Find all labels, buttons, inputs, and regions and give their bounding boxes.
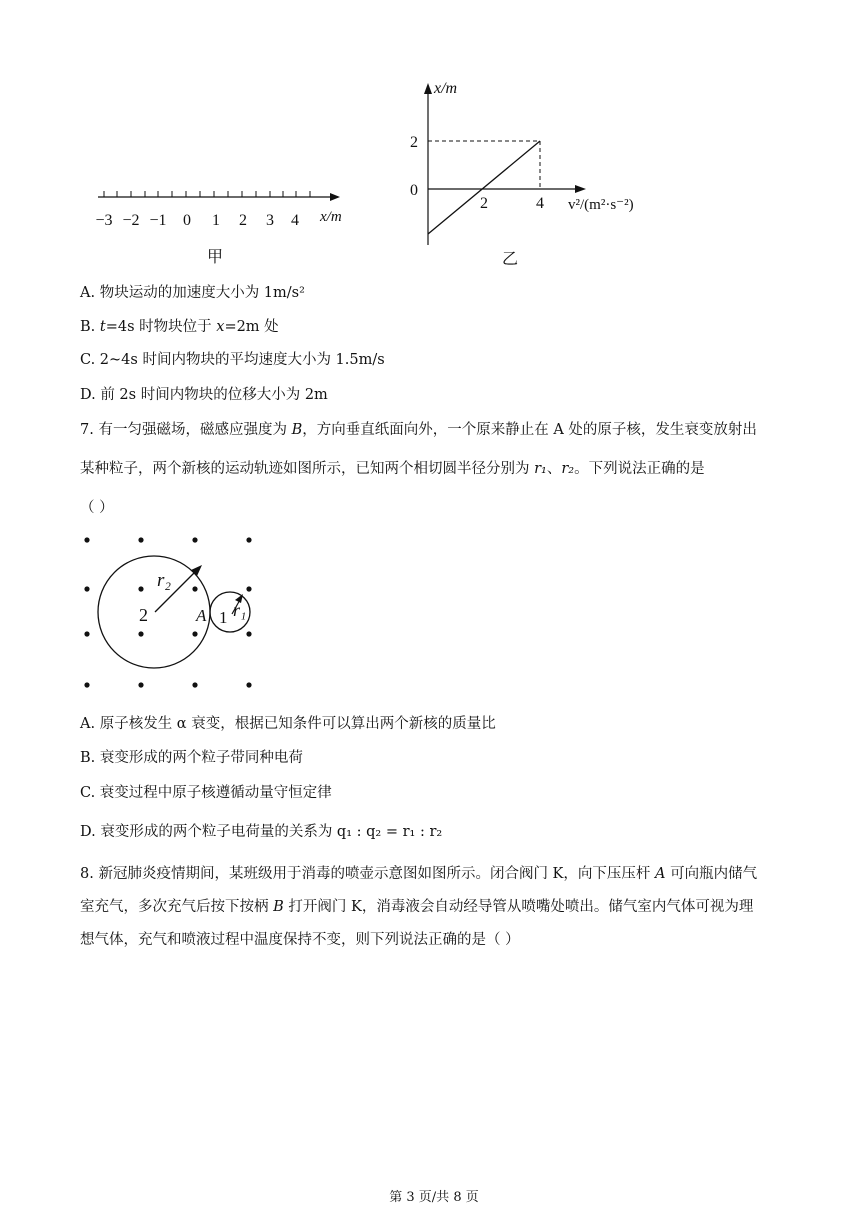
figure-yi-graph bbox=[400, 75, 660, 250]
q7-stem-line2 bbox=[80, 457, 705, 478]
text: x bbox=[216, 319, 225, 335]
text: 打开阀门 K，消毒液会自动经导管从喷嘴处喷出。储气室内气体可视为理 bbox=[283, 899, 754, 915]
text: =4s 时物块位于 bbox=[105, 319, 217, 335]
figure-jia-caption: 甲 bbox=[207, 247, 224, 266]
label-r2: r₂ bbox=[157, 570, 171, 591]
label-1: 1 bbox=[219, 608, 228, 627]
text: A bbox=[655, 866, 666, 882]
tick-label: 3 bbox=[266, 212, 274, 229]
text: r₂ bbox=[561, 461, 575, 477]
q8-stem-line2 bbox=[80, 895, 753, 916]
tick-label: 4 bbox=[291, 212, 299, 229]
y-tick-0: 0 bbox=[410, 182, 418, 199]
x-tick-4: 4 bbox=[536, 195, 544, 212]
y-axis-label: x/m bbox=[434, 80, 458, 97]
q6-option-a: A. 物块运动的加速度大小为 1m/s² bbox=[80, 285, 305, 301]
tick-label: 0 bbox=[183, 212, 191, 229]
tick-label: −1 bbox=[149, 212, 167, 229]
text: 。下列说法正确的是 bbox=[574, 461, 705, 477]
q7-option-a: A. 原子核发生 α 衰变，根据已知条件可以算出两个新核的质量比 bbox=[80, 716, 496, 732]
q7-answer-paren: （ ） bbox=[80, 500, 114, 516]
text: r₁ bbox=[534, 461, 547, 477]
text: B bbox=[291, 422, 303, 438]
text: ，方向垂直纸面向外，一个原来静止在 A 处的原子核，发生衰变放射出 bbox=[302, 422, 757, 438]
text: B. bbox=[80, 319, 100, 335]
y-tick-2: 2 bbox=[410, 134, 418, 151]
tick-label: 1 bbox=[212, 212, 220, 229]
text: B bbox=[273, 899, 284, 915]
q6-option-c: C. 2~4s 时间内物块的平均速度大小为 1.5m/s bbox=[80, 352, 385, 368]
label-r1: r₁ bbox=[233, 600, 247, 620]
large-circle-track bbox=[98, 556, 210, 668]
text: 、 bbox=[546, 461, 562, 477]
q6-option-b bbox=[80, 315, 279, 336]
tick-label: −3 bbox=[95, 212, 113, 229]
axis-label: x/m bbox=[320, 209, 342, 225]
text: 室充气，多次充气后按下按柄 bbox=[80, 899, 274, 915]
x-tick-2: 2 bbox=[480, 195, 488, 212]
q7-option-c: C. 衰变过程中原子核遵循动量守恒定律 bbox=[80, 785, 332, 801]
tick-label: −2 bbox=[122, 212, 140, 229]
q7-stem-line1 bbox=[80, 418, 757, 439]
figure-yi-caption: 乙 bbox=[502, 249, 519, 268]
q6-option-d: D. 前 2s 时间内物块的位移大小为 2m bbox=[80, 387, 328, 403]
x-axis-label: v²/(m²·s⁻²) bbox=[568, 197, 634, 213]
text: 可向瓶内储气 bbox=[665, 866, 758, 882]
label-2: 2 bbox=[139, 605, 148, 625]
figure-jia-number-line bbox=[90, 185, 360, 265]
text: 某种粒子，两个新核的运动轨迹如图所示，已知两个相切圆半径分别为 bbox=[80, 461, 535, 477]
text: =2m 处 bbox=[224, 319, 279, 335]
q7-option-d: D. 衰变形成的两个粒子电荷量的关系为 q₁ : q₂ = r₁ : r₂ bbox=[80, 824, 443, 840]
figure-magnetic-field-circles bbox=[75, 528, 270, 698]
text: 8. 新冠肺炎疫情期间，某班级用于消毒的喷壶示意图如图所示。闭合阀门 K，向下压压杆 bbox=[80, 866, 655, 882]
page-footer: 第 3 页/共 8 页 bbox=[389, 1190, 479, 1205]
tick-label: 2 bbox=[239, 212, 247, 229]
q7-option-b: B. 衰变形成的两个粒子带同种电荷 bbox=[80, 750, 303, 766]
q8-stem-line3: 想气体，充气和喷液过程中温度保持不变，则下列说法正确的是（ ） bbox=[80, 932, 520, 948]
q8-stem-line1 bbox=[80, 862, 757, 883]
text: 7. 有一匀强磁场，磁感应强度为 bbox=[80, 422, 292, 438]
label-a: A bbox=[196, 606, 207, 625]
text: t bbox=[99, 319, 106, 335]
data-line bbox=[428, 141, 540, 234]
